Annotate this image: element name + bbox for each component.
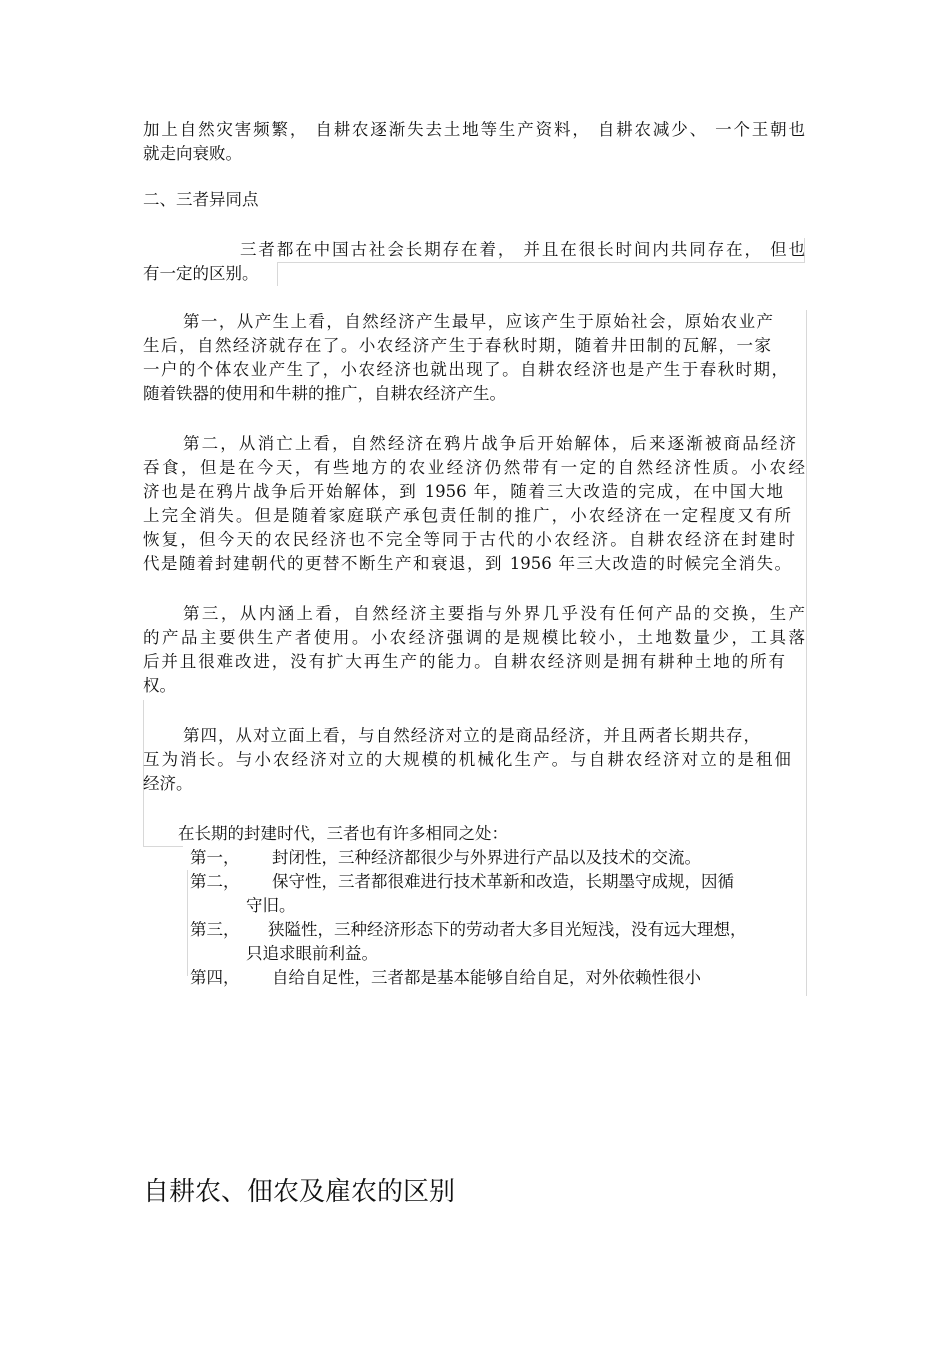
- paragraph-1-line: 一户的个体农业产生了，小农经济也就出现了。自耕农经济也是产生于春秋时期，: [143, 360, 788, 379]
- similarity-item-text: 保守性，三者都很难进行技术革新和改造，长期墨守成规，因循: [272, 872, 734, 891]
- similarity-item-number: 第一，: [190, 848, 240, 867]
- paragraph-4-line: 互为消长。与小农经济对立的大规模的机械化生产。与自耕农经济对立的是租佃: [143, 750, 791, 769]
- paragraph-1-line: 生后，自然经济就存在了。小农经济产生于春秋时期，随着井田制的瓦解，一家: [143, 336, 771, 355]
- paragraph-1-line: 第一，从产生上看，自然经济产生最早，应该产生于原始社会，原始农业产: [183, 312, 773, 331]
- paragraph-4-line: 第四，从对立面上看，与自然经济对立的是商品经济，并且两者长期共存，: [183, 726, 760, 745]
- paragraph-2-line: 吞食，但是在今天，有些地方的农业经济仍然带有一定的自然经济性质。小农经: [143, 458, 805, 477]
- similarity-item-text: 自给自足性，三者都是基本能够自给自足，对外依赖性很小: [272, 968, 701, 987]
- similarity-item-number: 第三，: [190, 920, 240, 939]
- intro-line-2: 就走向衰败。: [143, 144, 242, 163]
- similarity-item-continuation: 只追求眼前利益。: [246, 944, 378, 963]
- paragraph-4-line: 经济。: [143, 774, 193, 793]
- paragraph-2-line: 代是随着封建朝代的更替不断生产和衰退，到 1956 年三大改造的时候完全消失。: [143, 554, 791, 573]
- paragraph-3-line: 后并且很难改进，没有扩大再生产的能力。自耕农经济则是拥有耕种土地的所有: [143, 652, 785, 671]
- intro-line-1: 加上自然灾害频繁， 自耕农逐渐失去土地等生产资料， 自耕农减少、 一个王朝也: [143, 120, 805, 139]
- rule-line: [806, 310, 807, 996]
- overview-line-2: 有一定的区别。: [143, 264, 259, 283]
- paragraph-3-line: 权。: [143, 676, 176, 695]
- similarities-intro: 在长期的封建时代，三者也有许多相同之处：: [178, 824, 508, 843]
- next-section-heading: 自耕农、佃农及雇农的区别: [143, 1177, 456, 1207]
- similarity-item-number: 第四，: [190, 968, 240, 987]
- rule-line: [143, 846, 183, 847]
- similarity-item-text: 狭隘性，三种经济形态下的劳动者大多目光短浅，没有远大理想，: [268, 920, 747, 939]
- similarity-item-text: 封闭性，三种经济都很少与外界进行产品以及技术的交流。: [272, 848, 701, 867]
- paragraph-2-line: 上完全消失。但是随着家庭联产承包责任制的推广，小农经济在一定程度又有所: [143, 506, 791, 525]
- paragraph-1-line: 随着铁器的使用和牛耕的推广，自耕农经济产生。: [143, 384, 506, 403]
- similarity-item-continuation: 守旧。: [246, 896, 296, 915]
- overview-line-1: 三者都在中国古社会长期存在着， 并且在很长时间内共同存在， 但也: [240, 240, 805, 259]
- paragraph-3-line: 第三，从内涵上看，自然经济主要指与外界几乎没有任何产品的交换，生产: [183, 604, 805, 623]
- paragraph-2-line: 恢复，但今天的农民经济也不完全等同于古代的小农经济。自耕农经济在封建时: [143, 530, 795, 549]
- rule-line: [187, 870, 188, 976]
- paragraph-2-line: 第二，从消亡上看，自然经济在鸦片战争后开始解体，后来逐渐被商品经济: [183, 434, 796, 453]
- similarity-item-number: 第二，: [190, 872, 240, 891]
- paragraph-2-line: 济也是在鸦片战争后开始解体，到 1956 年，随着三大改造的完成，在中国大地: [143, 482, 783, 501]
- section-title: 二、三者异同点: [143, 190, 259, 209]
- paragraph-3-line: 的产品主要供生产者使用。小农经济强调的是规模比较小，土地数量少，工具落: [143, 628, 805, 647]
